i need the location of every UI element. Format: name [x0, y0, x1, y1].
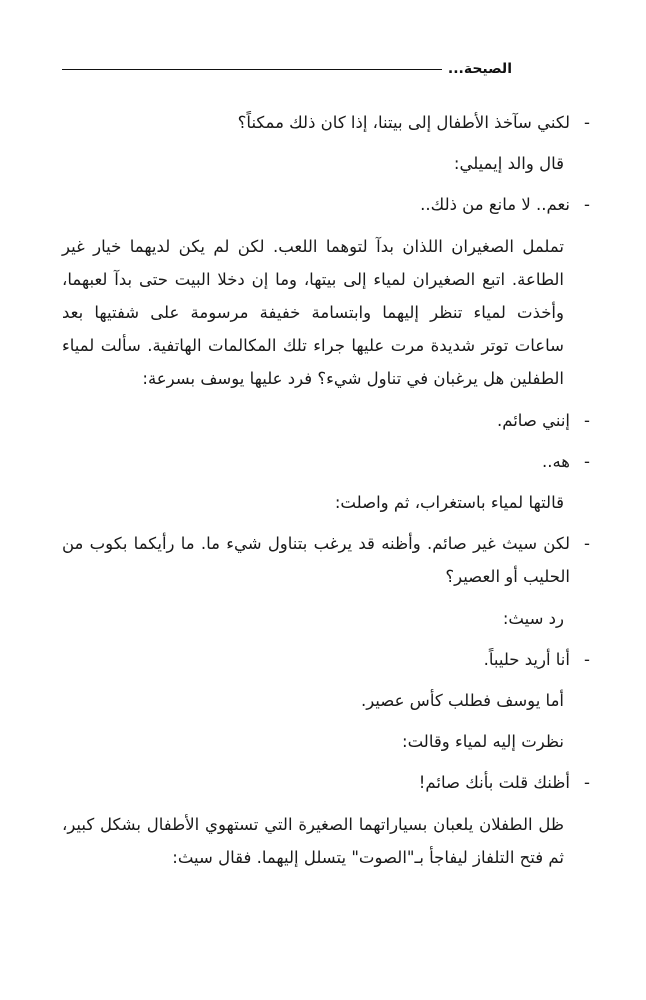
narration-paragraph: ظل الطفلان يلعبان بسياراتهما الصغيرة التي تستهوي الأطفال بشكل كبير، ثم فتح التلفاز ليفاجأ بـ"الصوت" يتسلل إليهما. فقال سيث:	[62, 814, 564, 867]
spacer	[62, 139, 592, 147]
page-header	[62, 58, 512, 80]
spacer	[62, 396, 592, 404]
dialogue-line: - إنني صائم.	[62, 404, 592, 437]
spacer	[62, 478, 592, 486]
spacer	[62, 222, 592, 230]
spacer	[62, 676, 592, 684]
narration-line: نظرت إليه لمياء وقالت:	[402, 732, 564, 752]
dialogue-line: - لكن سيث غير صائم. وأظنه قد يرغب بتناول شيء ما. ما رأيكما بكوب من الحليب أو العصير؟	[62, 527, 592, 593]
dialogue-line: - أظنك قلت بأنك صائم!	[62, 766, 592, 799]
narration-line: رد سيث:	[502, 608, 564, 628]
header-rule	[62, 69, 442, 70]
dialogue-line: - لكني سآخذ الأطفال إلى بيتنا، إذا كان ذلك ممكناً؟	[62, 106, 592, 139]
narration-line: قال والد إيميلي:	[453, 154, 564, 174]
narration-line: قالتها لمياء باستغراب، ثم واصلت:	[334, 493, 564, 513]
body-text	[62, 106, 592, 874]
spacer	[62, 519, 592, 527]
spacer	[62, 717, 592, 725]
dialogue-line: - أنا أريد حليباً.	[62, 643, 592, 676]
dialogue-line: - هه..	[62, 445, 592, 478]
spacer	[62, 594, 592, 602]
spacer	[62, 800, 592, 808]
spacer	[62, 180, 592, 188]
narration-paragraph: تململ الصغيران اللذان بدآ لتوهما اللعب. لكن لم يكن لديهما خيار غير الطاعة. اتبع الصغيران لمياء إلى بيتها، وما إن دخلا البيت حتى بدآ لعبهما، وأخذت لمياء تنظر إليهما وابتسامة خفيفة مرسومة على شفتيها بعد ساعات توتر شديدة مرت عليها جراء تلك المكالمات الهاتفية. سألت لمياء الطفلين هل يرغبان في تناول شيء؟ فرد عليها يوسف بسرعة:	[62, 236, 564, 389]
spacer	[62, 635, 592, 643]
narration-line: أما يوسف فطلب كأس عصير.	[360, 691, 564, 711]
running-title: الصيحة...	[447, 61, 512, 77]
spacer	[62, 437, 592, 445]
dialogue-line: - نعم.. لا مانع من ذلك..	[62, 188, 592, 221]
spacer	[62, 758, 592, 766]
